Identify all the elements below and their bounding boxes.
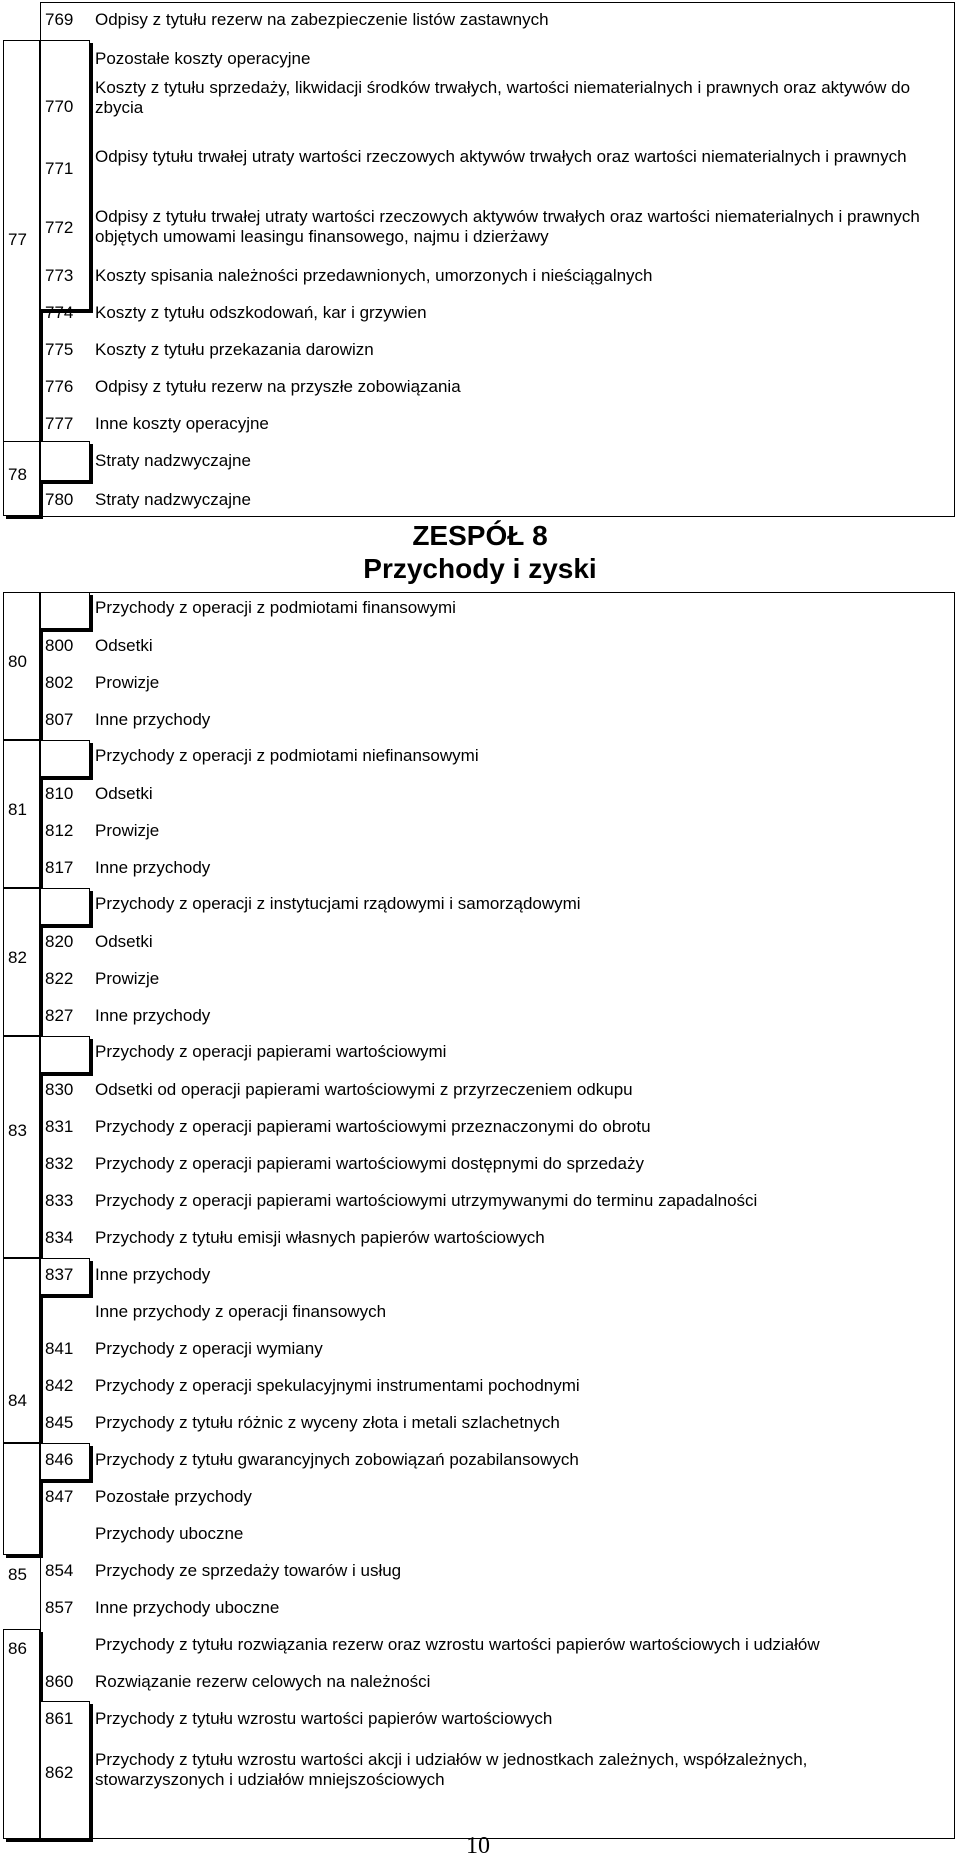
- account-name: Przychody z operacji papierami wartościowymi utrzymywanymi do terminu zapadalności: [95, 1191, 758, 1210]
- account-heading: Przychody z operacji z podmiotami finansowymi: [95, 598, 456, 617]
- account-name: Pozostałe przychody: [95, 1487, 252, 1506]
- account-code: 775: [45, 340, 74, 359]
- account-code: 780: [45, 490, 74, 509]
- section-title: ZESPÓŁ 8: [412, 520, 548, 551]
- group-label: 83: [8, 1121, 27, 1140]
- account-name: Koszty z tytułu przekazania darowizn: [95, 340, 374, 359]
- account-name: Przychody z tytułu wzrostu wartości akcji i udziałów w jednostkach zależnych, współzależnych, stowarzyszonych i udziałów mniejszościowych: [95, 1750, 808, 1789]
- account-heading: Przychody z operacji papierami wartościowymi: [95, 1042, 447, 1061]
- section-subtitle: Przychody i zyski: [363, 553, 597, 584]
- account-name: Przychody z operacji wymiany: [95, 1339, 323, 1358]
- account-name: Inne przychody uboczne: [95, 1598, 280, 1617]
- account-code: 841: [45, 1339, 74, 1358]
- account-code: 807: [45, 710, 74, 729]
- account-code: 847: [45, 1487, 74, 1506]
- group-label: 86: [8, 1639, 27, 1658]
- account-name: Przychody z tytułu gwarancyjnych zobowiązań pozabilansowych: [95, 1450, 579, 1469]
- account-code: 832: [45, 1154, 74, 1173]
- group-cell-77: [3, 40, 40, 479]
- account-name: Koszty z tytułu odszkodowań, kar i grzywien: [95, 303, 427, 322]
- group-label: 80: [8, 652, 27, 671]
- group-label: 77: [8, 230, 27, 249]
- account-code: 800: [45, 636, 74, 655]
- account-name: Inne przychody: [95, 858, 211, 877]
- account-name: Prowizje: [95, 969, 160, 988]
- account-code: 770: [45, 97, 74, 116]
- account-name: Straty nadzwyczajne: [95, 490, 251, 509]
- account-code: 810: [45, 784, 74, 803]
- account-code: 822: [45, 969, 74, 988]
- account-name: Inne koszty operacyjne: [95, 414, 269, 433]
- account-code: 827: [45, 1006, 74, 1025]
- account-name: Przychody z tytułu emisji własnych papierów wartościowych: [95, 1228, 545, 1247]
- account-heading: Przychody z operacji z podmiotami niefinansowymi: [95, 746, 479, 765]
- account-name: Odsetki od operacji papierami wartościowymi z przyrzeczeniem odkupu: [95, 1080, 633, 1099]
- account-code: 860: [45, 1672, 74, 1691]
- account-name: Odsetki: [95, 636, 153, 655]
- group-label: 85: [8, 1565, 27, 1584]
- account-code: 862: [45, 1763, 74, 1782]
- account-code: 802: [45, 673, 74, 692]
- group-label: 84: [8, 1391, 27, 1410]
- account-name: Inne przychody: [95, 1265, 211, 1284]
- account-code: 831: [45, 1117, 74, 1136]
- account-code: 857: [45, 1598, 74, 1617]
- account-code: 817: [45, 858, 74, 877]
- group-cell-86: [3, 1629, 40, 1839]
- account-code: 769: [45, 10, 74, 29]
- account-code: 846: [45, 1450, 74, 1469]
- account-name: Przychody z operacji spekulacyjnymi instrumentami pochodnymi: [95, 1376, 580, 1395]
- account-heading: Straty nadzwyczajne: [95, 451, 251, 470]
- account-code: 777: [45, 414, 74, 433]
- account-name: Przychody z tytułu różnic z wyceny złota i metali szlachetnych: [95, 1413, 560, 1432]
- account-heading: Przychody z tytułu rozwiązania rezerw oraz wzrostu wartości papierów wartościowych i udziałów: [95, 1635, 820, 1654]
- account-code: 773: [45, 266, 74, 285]
- account-heading: Inne przychody z operacji finansowych: [95, 1302, 387, 1321]
- account-code: 812: [45, 821, 74, 840]
- account-name: Rozwiązanie rezerw celowych na należności: [95, 1672, 431, 1691]
- group-cell-83: [3, 1036, 40, 1258]
- account-heading: Przychody uboczne: [95, 1524, 244, 1543]
- account-name: Przychody z operacji papierami wartościowymi dostępnymi do sprzedaży: [95, 1154, 644, 1173]
- account-code: 845: [45, 1413, 74, 1432]
- page-number: 10: [466, 1833, 490, 1859]
- account-name: Odpisy z tytułu rezerw na zabezpieczenie listów zastawnych: [95, 10, 549, 29]
- account-code: 830: [45, 1080, 74, 1099]
- account-code: 837: [45, 1265, 74, 1284]
- account-code: 774: [45, 303, 74, 322]
- account-name: Koszty z tytułu sprzedaży, likwidacji środków trwałych, wartości niematerialnych i prawnych oraz aktywów do zbycia: [95, 78, 911, 117]
- account-name: Odsetki: [95, 784, 153, 803]
- account-name: Przychody z operacji papierami wartościowymi przeznaczonymi do obrotu: [95, 1117, 651, 1136]
- account-name: Odpisy z tytułu rezerw na przyszłe zobowiązania: [95, 377, 461, 396]
- group-label: 81: [8, 800, 27, 819]
- account-heading: Przychody z operacji z instytucjami rządowymi i samorządowymi: [95, 894, 581, 913]
- account-code: 772: [45, 218, 74, 237]
- account-name: Odpisy tytułu trwałej utraty wartości rzeczowych aktywów trwałych oraz wartości niematerialnych i prawnych: [95, 147, 907, 166]
- group-label: 78: [8, 465, 27, 484]
- account-code: 771: [45, 159, 74, 178]
- account-name: Koszty spisania należności przedawnionych, umorzonych i nieściągalnych: [95, 266, 653, 285]
- account-name: Odpisy z tytułu trwałej utraty wartości rzeczowych aktywów trwałych oraz wartości niematerialnych i prawnych objętych umowami leasingu finansowego, najmu i dzierżawy: [95, 207, 920, 246]
- account-name: Prowizje: [95, 821, 160, 840]
- account-code: 776: [45, 377, 74, 396]
- account-code: 854: [45, 1561, 74, 1580]
- group-label: 82: [8, 948, 27, 967]
- account-name: Inne przychody: [95, 710, 211, 729]
- account-code: 861: [45, 1709, 74, 1728]
- account-name: Odsetki: [95, 932, 153, 951]
- group-cell-85: [3, 1443, 40, 1555]
- account-code: 842: [45, 1376, 74, 1395]
- account-name: Przychody ze sprzedaży towarów i usług: [95, 1561, 402, 1580]
- account-code: 834: [45, 1228, 74, 1247]
- account-name: Przychody z tytułu wzrostu wartości papierów wartościowych: [95, 1709, 553, 1728]
- account-heading: Pozostałe koszty operacyjne: [95, 49, 311, 68]
- account-name: Inne przychody: [95, 1006, 211, 1025]
- group-cell-84: [3, 1258, 40, 1443]
- account-name: Prowizje: [95, 673, 160, 692]
- account-code: 833: [45, 1191, 74, 1210]
- account-code: 820: [45, 932, 74, 951]
